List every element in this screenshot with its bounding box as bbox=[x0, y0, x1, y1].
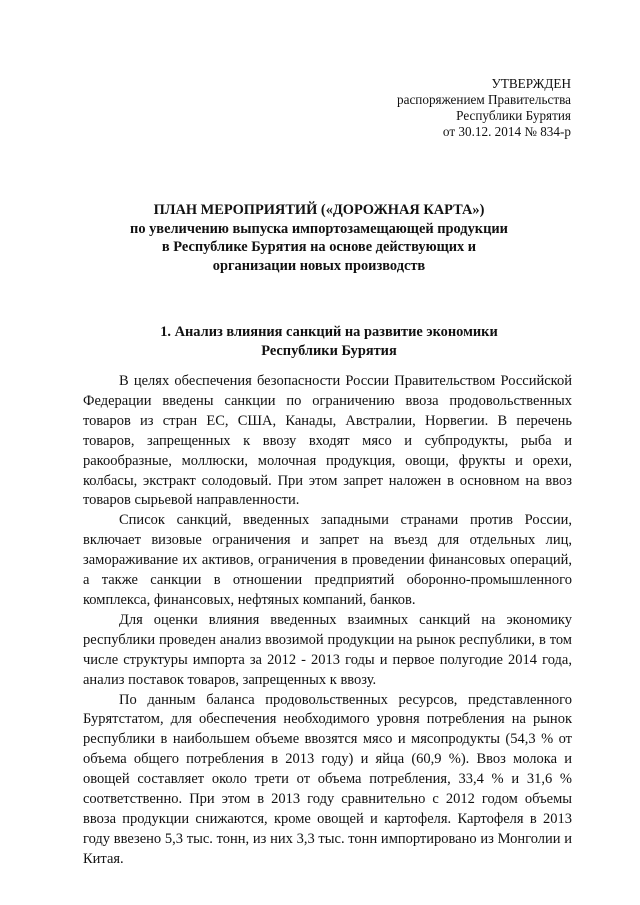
paragraph-sanctions-food-import: В целях обеспечения безопасности России Правительством Российской Федерации введены санкции по ограничению ввоза продовольственных товаров из стран ЕС, США, Канады, Австралии, Норвегии. В перечень товаров, запрещенных к ввозу входят мясо и субпродукты, рыба и ракообразные, моллюски, молочная продукция, овощи, фрукты и орехи, колбасы, экстракт солодовый. При этом запрет наложен в основном на ввоз товаров сырьевой направленности. bbox=[83, 373, 572, 509]
paragraph-western-sanctions: Список санкций, введенных западными странами против России, включает визовые ограничения и запрет на въезд для отдельных лиц, замораживание их активов, ограничения в проведении финансовых операций, а также санкции в отношении предприятий оборонно-промышленного комплекса, финансовых, нефтяных компаний, банков. bbox=[83, 512, 572, 608]
title-line-2: по увеличению выпуска импортозамещающей продукции bbox=[130, 220, 508, 237]
approval-stamp bbox=[397, 76, 571, 140]
approval-line-date-number: от 30.12. 2014 № 834-р bbox=[442, 124, 571, 139]
title-line-3: в Республике Бурятия на основе действующих и bbox=[161, 239, 477, 256]
approval-line-republic: Республики Бурятия bbox=[456, 108, 571, 123]
section-heading bbox=[64, 323, 594, 361]
document-title bbox=[64, 201, 574, 275]
paragraph-impact-analysis: Для оценки влияния введенных взаимных санкций на экономику республики проведен анализ ввозимой продукции на рынок республики, в том числе структуры импорта за 2012 - 2013 годы и первое полугодие 2014 года, анализ поставок товаров, запрещенных к ввозу. bbox=[83, 611, 572, 688]
body-text bbox=[83, 372, 572, 870]
paragraph-food-balance: По данным баланса продовольственных ресурсов, представленного Бурятстатом, для обеспечения необходимого уровня потребления на рынок республики в наибольшем объеме ввозятся мясо и мясопродукты (54,3 % от объема общего потребления в 2013 году) и яйца (60,9 %). Ввоз молока и овощей составляет около трети от объема потребления, 33,4 % и 31,6 % соответственно. При этом в 2013 году сравнительно с 2012 годом объемы ввоза продукции снижаются, кроме овощей и картофеля. Картофеля в 2013 году ввезено 5,3 тыс. тонн, из них 3,3 тыс. тонн импортировано из Монголии и Китая. bbox=[83, 691, 572, 867]
section-heading-line-2: Республики Бурятия bbox=[261, 343, 397, 359]
approval-line-approved: УТВЕРЖДЕН bbox=[491, 76, 571, 91]
section-heading-line-1: 1. Анализ влияния санкций на развитие экономики bbox=[160, 324, 498, 340]
title-line-1: ПЛАН МЕРОПРИЯТИЙ («ДОРОЖНАЯ КАРТА») bbox=[153, 202, 485, 218]
approval-line-decree: распоряжением Правительства bbox=[397, 92, 571, 107]
title-line-4: организации новых производств bbox=[212, 257, 426, 274]
